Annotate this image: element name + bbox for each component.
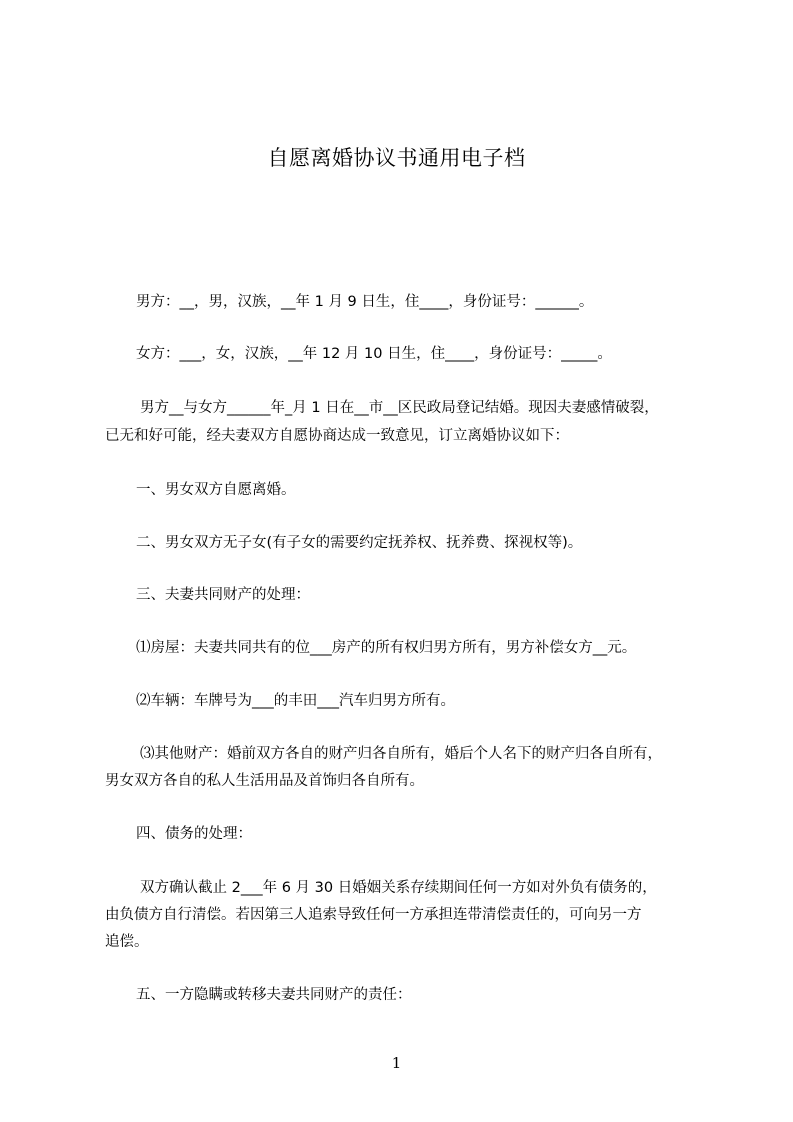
- clause-3-vehicle: ⑵车辆：车牌号为___的丰田___汽车归男方所有。: [136, 693, 455, 709]
- clause-5-heading: 五、一方隐瞒或转移夫妻共同财产的责任：: [136, 987, 412, 1003]
- clause-3-other-line-1: ⑶其他财产：婚前双方各自的财产归各自所有，婚后个人名下的财产归各自所有，: [140, 746, 662, 762]
- clause-4-heading: 四、债务的处理：: [136, 826, 252, 842]
- clause-2: 二、男女双方无子女(有子女的需要约定抚养权、抚养费、探视权等)。: [136, 535, 583, 551]
- page-number: 1: [391, 1054, 402, 1072]
- clause-3-heading: 三、夫妻共同财产的处理：: [136, 587, 310, 603]
- clause-4-body-line-3: 追偿。: [105, 934, 149, 950]
- clause-3-house: ⑴房屋：夫妻共同共有的位___房产的所有权归男方所有，男方补偿女方__元。: [136, 640, 637, 656]
- clause-1: 一、男女双方自愿离婚。: [136, 482, 296, 498]
- male-party-paragraph: 男方：__，男，汉族，__年 1 月 9 日生，住____，身份证号：______。: [136, 294, 594, 310]
- clause-4-body-line-2: 由负债方自行清偿。若因第三人追索导致任何一方承担连带清偿责任的，可向另一方: [105, 907, 642, 923]
- clause-3-other-line-2: 男女双方各自的私人生活用品及首饰归各自所有。: [105, 773, 424, 789]
- document-title: 自愿离婚协议书通用电子档: [267, 146, 526, 170]
- intro-paragraph-line-2: 已无和好可能，经夫妻双方自愿协商达成一致意见，订立离婚协议如下：: [105, 428, 569, 444]
- intro-paragraph-line-1: 男方__与女方______年_月 1 日在__市__区民政局登记结婚。现因夫妻感情破裂，: [140, 400, 659, 416]
- female-party-paragraph: 女方：___，女，汉族，__年 12 月 10 日生，住____，身份证号：_____。: [136, 346, 612, 362]
- clause-4-body-line-1: 双方确认截止 2___年 6 月 30 日婚姻关系存续期间任何一方如对外负有债务的，: [140, 880, 657, 896]
